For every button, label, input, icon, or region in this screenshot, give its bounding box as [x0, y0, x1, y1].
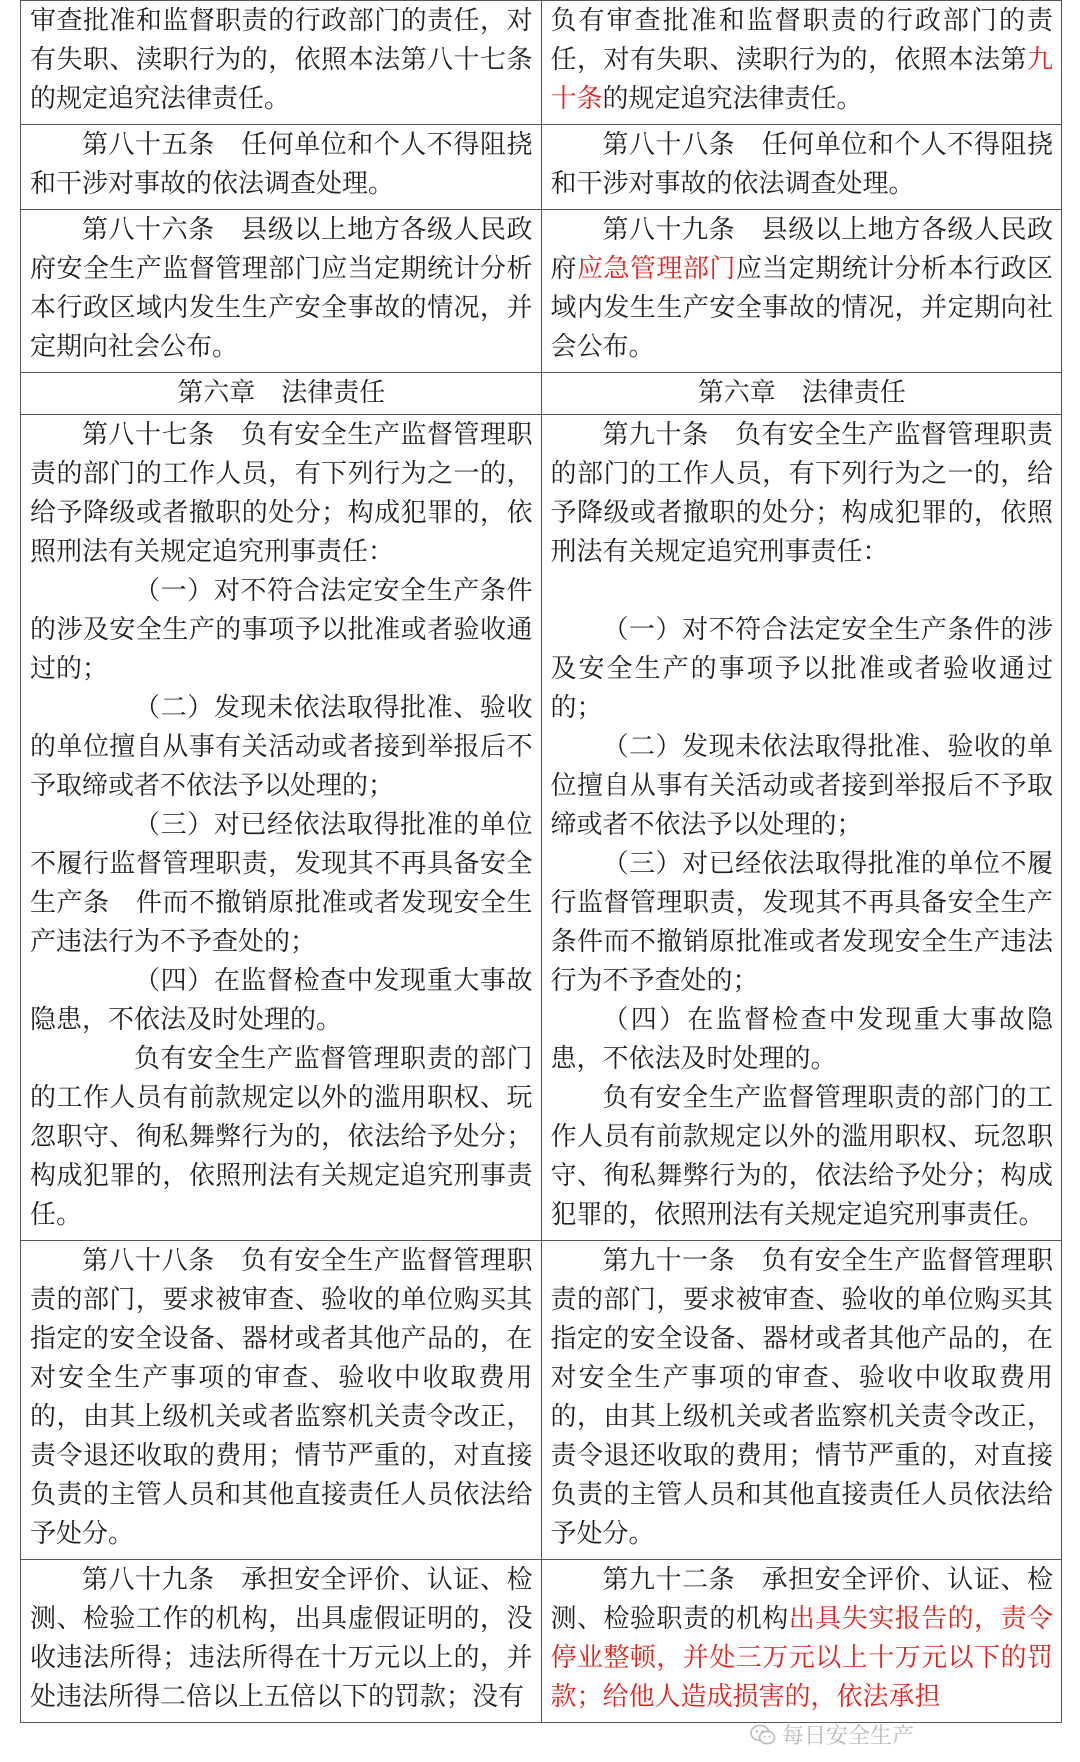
text-segment: 应当定期统计分析本行政区域内发生生产安全事故的情况，并定期向社会公布。	[550, 254, 1053, 362]
old-text-cell	[21, 1241, 542, 1560]
text-segment: 第八十八条 任何单位和个人不得阻挠和干涉对事故的依法调查处理。	[550, 130, 1053, 199]
text-segment: 的规定追究法律责任。	[602, 84, 863, 114]
clause-3: （三）对已经依法取得批准的单位不履行监督管理职责，发现其不再具备安全生产条件而不撤销原批准或者发现安全生产违法行为不予查处的；	[550, 849, 1053, 996]
table-row	[21, 1241, 1062, 1560]
comparison-table	[20, 0, 1062, 1723]
comparison-document	[20, 0, 1062, 1723]
text-segment: 第九十二条 承担安全评价、认证、检测、检验职责的机构	[550, 1565, 1053, 1634]
paragraph: 审查批准和监督职责的行政部门的责任，对有失职、渎职行为的，依照本法第八十七条的规定追究法律责任。	[30, 6, 533, 114]
old-text-cell	[21, 125, 542, 210]
new-text-cell	[541, 1241, 1062, 1560]
clause-closing: 负有安全生产监督管理职责的部门的工作人员有前款规定以外的滥用职权、玩忽职守、徇私舞弊行为的，依法给予处分；构成犯罪的，依照刑法有关规定追究刑事责任。	[550, 1083, 1053, 1230]
clause-2: （二）发现未依法取得批准、验收的单位擅自从事有关活动或者接到举报后不予取缔或者不依法予以处理的；	[30, 693, 533, 801]
clause-2: （二）发现未依法取得批准、验收的单位擅自从事有关活动或者接到举报后不予取缔或者不依法予以处理的；	[550, 732, 1053, 840]
blank-line	[551, 572, 1054, 611]
highlighted-change: 出具失实报告的，责令停业整顿，并处三万元以上十万元以下的罚款；给他人造成损害的，依法承担	[550, 1604, 1053, 1712]
table-row	[21, 210, 1062, 373]
clause-closing: 负有安全生产监督管理职责的部门的工作人员有前款规定以外的滥用职权、玩忽职守、徇私舞弊行为的，依法给予处分；构成犯罪的，依照刑法有关规定追究刑事责任。	[30, 1044, 533, 1230]
text-segment: 第八十九条 县级以上地方各级人民政府	[550, 215, 1053, 284]
watermark-text: 每日安全生产	[781, 1724, 914, 1749]
new-text-cell	[541, 1, 1062, 125]
clause-4: （四）在监督检查中发现重大事故隐患，不依法及时处理的。	[30, 966, 533, 1035]
new-text-cell	[541, 125, 1062, 210]
wechat-icon	[750, 1724, 776, 1746]
chapter-heading-old	[21, 373, 542, 415]
old-text-cell	[21, 415, 542, 1241]
article-86-old: 第八十六条 县级以上地方各级人民政府安全生产监督管理部门应当定期统计分析本行政区域内发生生产安全事故的情况，并定期向社会公布。	[30, 215, 533, 362]
article-89-new	[551, 211, 1054, 367]
new-text-cell	[541, 1560, 1062, 1723]
text-segment: 负有审查批准和监督职责的行政部门的责任，对有失职、渎职行为的，依照本法第	[550, 6, 1053, 75]
old-text-cell	[21, 1560, 542, 1723]
paragraph	[551, 2, 1054, 119]
table-row	[21, 125, 1062, 210]
old-text-cell	[21, 210, 542, 373]
text-segment: 第九十一条 负有安全生产监督管理职责的部门，要求被审查、验收的单位购买其指定的安全设备、器材或者其他产品的，在对安全生产事项的审查、验收中收取费用的，由其上级机关或者监察机关责令改正，责令退还收取的费用；情节严重的，对直接负责的主管人员和其他直接责任人员依法给予处分。	[550, 1246, 1053, 1549]
table-row	[21, 1560, 1062, 1723]
text-segment: 第六章 法律责任	[697, 378, 906, 408]
article-88-new	[551, 126, 1054, 204]
highlighted-change: 应急管理部门	[576, 254, 736, 284]
watermark	[750, 1719, 914, 1750]
article-92-new	[551, 1561, 1054, 1717]
highlighted-change: 九十条	[550, 45, 1053, 114]
new-text-cell	[541, 415, 1062, 1241]
table-row	[21, 1, 1062, 125]
article-90-new: 第九十条 负有安全生产监督管理职责的部门的工作人员，有下列行为之一的，给予降级或者撤职的处分；构成犯罪的，依照刑法有关规定追究刑事责任：	[550, 420, 1053, 567]
chapter-title: 第六章 法律责任	[177, 378, 386, 408]
chapter-title	[551, 374, 1054, 413]
article-87-old: 第八十七条 负有安全生产监督管理职责的部门的工作人员，有下列行为之一的，给予降级或者撤职的处分；构成犯罪的，依照刑法有关规定追究刑事责任：	[30, 420, 533, 567]
table-row	[21, 415, 1062, 1241]
chapter-heading-new	[541, 373, 1062, 415]
table-row	[21, 373, 1062, 415]
article-89-old: 第八十九条 承担安全评价、认证、检测、检验工作的机构，出具虚假证明的，没收违法所得；违法所得在十万元以上的，并处违法所得二倍以上五倍以下的罚款；没有	[30, 1565, 533, 1712]
old-text-cell	[21, 1, 542, 125]
new-text-cell	[541, 210, 1062, 373]
article-85-old: 第八十五条 任何单位和个人不得阻挠和干涉对事故的依法调查处理。	[30, 130, 533, 199]
clause-1: （一）对不符合法定安全生产条件的涉及安全生产的事项予以批准或者验收通过的；	[30, 576, 533, 684]
clause-3: （三）对已经依法取得批准的单位不履行监督管理职责，发现其不再具备安全生产条 件而不撤销原批准或者发现安全生产违法行为不予查处的；	[30, 810, 533, 957]
clause-4: （四）在监督检查中发现重大事故隐患，不依法及时处理的。	[550, 1005, 1053, 1074]
article-91-new	[551, 1242, 1054, 1554]
clause-1: （一）对不符合法定安全生产条件的涉及安全生产的事项予以批准或者验收通过的；	[550, 615, 1053, 723]
article-88-old: 第八十八条 负有安全生产监督管理职责的部门，要求被审查、验收的单位购买其指定的安全设备、器材或者其他产品的，在对安全生产事项的审查、验收中收取费用的，由其上级机关或者监察机关责令改正，责令退还收取的费用；情节严重的，对直接负责的主管人员和其他直接责任人员依法给予处分。	[30, 1246, 533, 1549]
